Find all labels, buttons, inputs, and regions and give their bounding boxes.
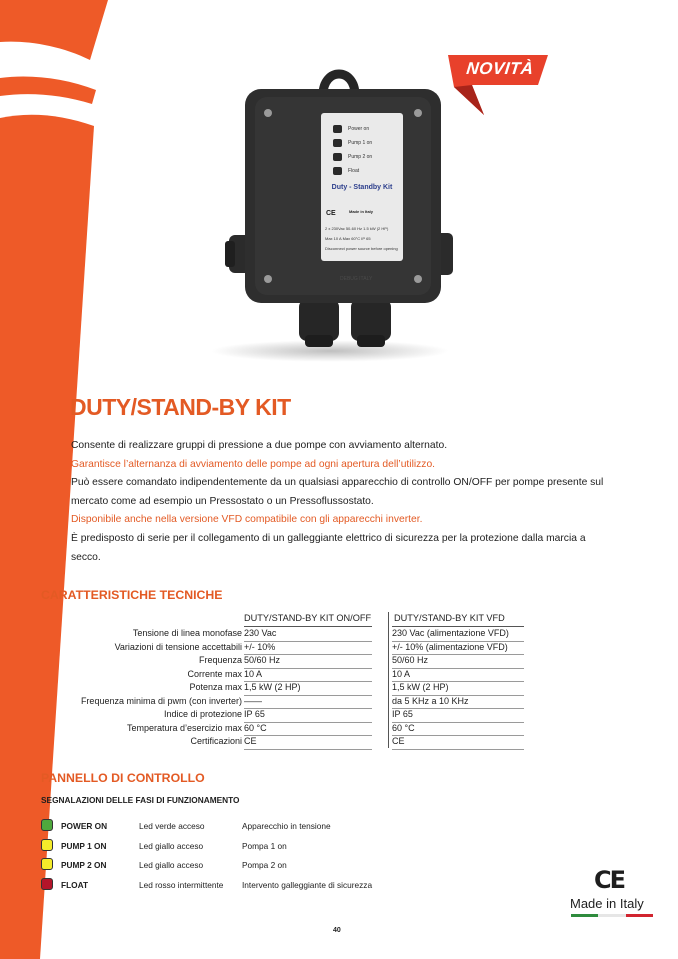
- spec-label: Corrente max: [187, 668, 242, 679]
- spec-label: Frequenza minima di pwm (con inverter): [80, 695, 242, 706]
- spec-value-onoff: 1,5 kW (2 HP): [244, 682, 372, 696]
- device-led-label: Pump 2 on: [348, 154, 373, 160]
- spec-value-vfd: 1,5 kW (2 HP): [392, 682, 524, 696]
- led-state: Led rosso intermittente: [139, 879, 224, 890]
- led-indicator-icon: [333, 167, 342, 175]
- table-row: [20, 668, 525, 682]
- specs-column-vfd: DUTY/STAND-BY KIT VFD: [394, 613, 505, 623]
- table-row: [20, 627, 525, 641]
- specs-column-onoff: DUTY/STAND-BY KIT ON/OFF: [244, 613, 372, 623]
- spec-label: Potenza max: [189, 682, 242, 692]
- device-spec-line: 2 x 230Vac 50-60 Hz 1.5 kW (2 HP): [325, 226, 389, 231]
- description-line: mercato come ad esempio un Pressostato o un Pressoflussostato.: [71, 495, 374, 507]
- description-line-highlight: Disponibile anche nella versione VFD compatibile con gli apparecchi inverter.: [71, 514, 423, 526]
- description: [71, 437, 641, 567]
- page-title: DUTY/STAND-BY KIT: [70, 394, 291, 420]
- spec-label: Variazioni di tensione accettabili: [114, 641, 242, 652]
- led-indicator-icon: [333, 153, 342, 161]
- spec-value-vfd: da 5 KHz a 10 KHz: [392, 696, 524, 710]
- ce-mark-icon: CE: [594, 866, 625, 894]
- spec-value-vfd: IP 65: [392, 709, 524, 723]
- led-name: POWER ON: [61, 821, 108, 831]
- spec-value-vfd: CE: [392, 736, 524, 750]
- spec-label: Temperatura d’esercizio max: [126, 722, 242, 733]
- led-indicator-icon: [333, 139, 342, 147]
- device-led-float: [333, 166, 359, 176]
- device-led-label: Float: [348, 168, 360, 174]
- device-kit-name: Duty - Standby Kit: [331, 184, 393, 191]
- spec-value-onoff: ——: [244, 696, 372, 710]
- device-led-pump1: [333, 138, 372, 148]
- green-led-icon: [41, 819, 53, 831]
- device-led-label: Power on: [348, 126, 370, 132]
- table-row: [20, 681, 525, 695]
- yellow-led-icon: [41, 839, 53, 851]
- table-row: [20, 641, 525, 655]
- led-state: Led giallo acceso: [139, 860, 204, 870]
- made-in-italy-label: Made in Italy: [570, 896, 644, 911]
- device-brand: DEBUG ITALY: [340, 276, 373, 282]
- spec-label: Frequenza: [198, 655, 242, 665]
- led-meaning: Apparecchio in tensione: [242, 821, 331, 831]
- led-indicator-icon: [333, 125, 342, 133]
- led-name: PUMP 1 ON: [61, 840, 107, 851]
- device-ce-mark: CE: [326, 210, 336, 217]
- yellow-led-icon: [41, 858, 53, 870]
- description-line: È predisposto di serie per il collegamento di un galleggiante elettrico di sicurezza per la protezione dalla marcia a: [71, 532, 586, 544]
- spec-label: Tensione di linea monofase: [132, 628, 242, 638]
- spec-value-onoff: 10 A: [244, 669, 372, 683]
- led-name: PUMP 2 ON: [61, 860, 107, 870]
- led-meaning: Pompa 2 on: [242, 860, 287, 870]
- spec-value-vfd: 60 °C: [392, 723, 524, 737]
- control-panel-subheading: SEGNALAZIONI DELLE FASI DI FUNZIONAMENTO: [41, 795, 240, 805]
- spec-value-onoff: 50/60 Hz: [244, 655, 372, 669]
- specs-heading: CARATTERISTICHE TECNICHE: [41, 588, 223, 602]
- led-meaning: Intervento galleggiante di sicurezza: [242, 879, 373, 890]
- specs-table: [20, 627, 525, 749]
- spec-value-vfd: +/- 10% (alimentazione VFD): [392, 642, 524, 656]
- spec-value-onoff: IP 65: [244, 709, 372, 723]
- table-row: [20, 722, 525, 736]
- device-led-pump2: [333, 152, 372, 162]
- spec-label: Certificazioni: [190, 736, 242, 746]
- device-spec-line: Max 10 A Max 60°C IP 65: [325, 236, 371, 241]
- table-row: [20, 695, 525, 709]
- spec-value-vfd: 10 A: [392, 669, 524, 683]
- spec-value-onoff: 60 °C: [244, 723, 372, 737]
- spec-value-onoff: 230 Vac: [244, 628, 372, 642]
- spec-label: Indice di protezione: [163, 709, 242, 719]
- spec-value-onoff: +/- 10%: [244, 642, 372, 656]
- spec-value-vfd: 50/60 Hz: [392, 655, 524, 669]
- table-row: [20, 654, 525, 668]
- spec-value-vfd: 230 Vac (alimentazione VFD): [392, 628, 524, 642]
- description-line: secco.: [71, 551, 101, 563]
- led-state: Led verde acceso: [139, 821, 205, 831]
- device-made-in-italy: Made in Italy: [349, 209, 374, 214]
- description-line-highlight: Garantisce l’alternanza di avviamento delle pompe ad ogni apertura dell’utilizzo.: [71, 458, 436, 470]
- novita-badge: NOVITÀ: [465, 59, 535, 78]
- device-warning: Disconnect power source before opening: [325, 246, 398, 251]
- red-led-icon: [41, 878, 53, 890]
- description-line: Può essere comandato indipendentemente da un qualsiasi apparecchio di controllo ON/OFF per pompe presente sul: [71, 477, 604, 489]
- spec-value-onoff: CE: [244, 736, 372, 750]
- led-state: Led giallo acceso: [139, 840, 204, 851]
- table-row: [20, 708, 525, 722]
- description-line: Consente di realizzare gruppi di pressione a due pompe con avviamento alternato.: [71, 440, 448, 451]
- device-led-label: Pump 1 on: [348, 140, 373, 146]
- led-meaning: Pompa 1 on: [242, 840, 287, 851]
- control-panel-heading: PANNELLO DI CONTROLLO: [41, 771, 205, 785]
- device-led-power: [333, 124, 369, 134]
- table-row: [20, 735, 525, 749]
- led-name: FLOAT: [61, 879, 89, 890]
- italian-flag-bar: [571, 914, 653, 917]
- page-number: 40: [333, 927, 341, 934]
